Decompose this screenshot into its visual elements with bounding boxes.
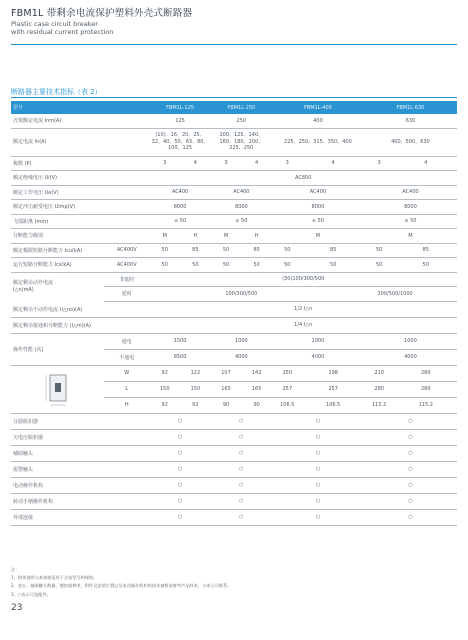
- cell: 1000: [272, 333, 364, 349]
- cell: 8000: [149, 200, 210, 215]
- table-row: [11, 413, 457, 429]
- cell: ○: [149, 509, 210, 525]
- cell: 8000: [272, 200, 364, 215]
- cell: 50: [241, 258, 272, 273]
- cell: ○: [272, 461, 364, 477]
- table-row: [11, 171, 457, 186]
- table-row: [11, 214, 457, 229]
- dimension-cell: [11, 365, 104, 413]
- cell: 280: [394, 365, 457, 381]
- cell: ○: [149, 445, 210, 461]
- row-label: 额定极限短路分断能力 Icu(kA): [11, 243, 104, 258]
- cell: 8000: [211, 200, 272, 215]
- cell: 150: [149, 381, 180, 397]
- cell: ○: [364, 461, 457, 477]
- cell: 50: [180, 258, 211, 273]
- table-row: [11, 301, 457, 317]
- cell: 106.5: [272, 397, 303, 413]
- row-label: 分励脱扣器: [11, 413, 149, 429]
- cell: 50: [149, 243, 180, 258]
- cell: ○: [364, 413, 457, 429]
- table-row: [11, 200, 457, 215]
- cell: ○: [149, 429, 210, 445]
- cell: ○: [211, 477, 272, 493]
- cell: 50: [211, 258, 242, 273]
- row-label: 欠电压脱扣器: [11, 429, 149, 445]
- row-label: 额定冲击耐受电压 Uimp(V): [11, 200, 149, 215]
- table-row: [11, 477, 457, 493]
- table-row: [11, 185, 457, 200]
- cell: 300/500/1000: [333, 287, 457, 302]
- cell: 3: [211, 156, 242, 171]
- cell: ○: [272, 509, 364, 525]
- cell: 198: [303, 365, 364, 381]
- cell: ○: [272, 413, 364, 429]
- cell: 4000: [211, 349, 272, 365]
- cell: AC400: [211, 185, 272, 200]
- cell: 165: [211, 381, 242, 397]
- cell: 90: [241, 397, 272, 413]
- row-subkey: L: [104, 381, 149, 397]
- row-subkey: W: [104, 365, 149, 381]
- cell: 400、500、630: [364, 128, 457, 156]
- cell: ○: [364, 429, 457, 445]
- footnotes: [11, 566, 231, 599]
- header-divider: [11, 44, 457, 45]
- cell: 90: [211, 397, 242, 413]
- cell: M: [211, 229, 242, 244]
- cell: ○: [211, 413, 272, 429]
- cell: 1500: [149, 333, 210, 349]
- cell: 4: [180, 156, 211, 171]
- cell: 92: [180, 397, 211, 413]
- cell: 400: [272, 114, 364, 128]
- cell: 50: [364, 243, 395, 258]
- row-subkey: 非延时: [104, 272, 149, 287]
- cell: 50: [272, 243, 303, 258]
- row-label: 转动手柄操作机构: [11, 493, 149, 509]
- cell: AC800: [149, 171, 457, 186]
- cell: 92: [149, 397, 180, 413]
- cell: ○: [149, 477, 210, 493]
- cell: 3: [149, 156, 180, 171]
- row-label: 额定剩余不动作电流 (I△no)(A): [11, 301, 149, 317]
- cell: ○: [211, 461, 272, 477]
- row-subkey: H: [104, 397, 149, 413]
- cell: AC400: [364, 185, 457, 200]
- cell: 122: [180, 365, 211, 381]
- cell: 3: [364, 156, 395, 171]
- row-subkey: 通电: [104, 333, 149, 349]
- cell: 50: [149, 258, 180, 273]
- product-subtitle-en-2: with residual current protection: [11, 28, 114, 36]
- table-row: [11, 445, 457, 461]
- breaker-dimension-drawing: [43, 369, 73, 409]
- page-number: 23: [11, 603, 23, 613]
- cell: 4: [394, 156, 457, 171]
- cell: 1000: [211, 333, 272, 349]
- cell: ○: [211, 509, 272, 525]
- note-item: 1、相邻说明与本规格适用于全部型号和规格。: [11, 575, 98, 581]
- page-header: [11, 8, 192, 36]
- head-250: FBM1L-250: [211, 101, 272, 114]
- table-row: [11, 272, 457, 287]
- cell: AC400: [149, 185, 210, 200]
- table-row: [11, 258, 457, 273]
- cell: 85: [394, 243, 457, 258]
- note-item: 2、表五、辅助触头数量、脱扣器种类、附件及安装位置以及电动操作机构的技术参数请参考产品样本，与本公司联系。: [11, 583, 232, 589]
- cell: 257: [303, 381, 364, 397]
- cell: ○: [211, 493, 272, 509]
- cell: ○: [272, 445, 364, 461]
- section-title: 断路器主要技术指标（表 2）: [11, 88, 102, 96]
- cell: 85: [180, 243, 211, 258]
- table-row: [11, 493, 457, 509]
- cell: 100/300/500: [149, 287, 333, 302]
- cell: M: [149, 229, 180, 244]
- cell: 50: [303, 258, 364, 273]
- cell: ○: [211, 445, 272, 461]
- table-row: [11, 229, 457, 244]
- table-row: [11, 333, 457, 349]
- cell: 1/2 I△n: [149, 301, 457, 317]
- row-label: 额定电流 In(A): [11, 128, 149, 156]
- cell: ○: [364, 445, 457, 461]
- head-125: FBM1L-125: [149, 101, 210, 114]
- cell: 92: [149, 365, 180, 381]
- product-subtitle-en-1: Plastic case circuit breaker: [11, 20, 98, 28]
- cell: 107: [211, 365, 242, 381]
- cell: 85: [303, 243, 364, 258]
- cell: 4000: [272, 349, 364, 365]
- cell: (10)、16、20、25、32、40、50、63、80、100、125: [149, 128, 210, 156]
- cell: AC400: [272, 185, 364, 200]
- cell: M: [364, 229, 457, 244]
- cell: 3: [272, 156, 303, 171]
- row-voltage: AC400V: [104, 243, 149, 258]
- row-label: 运行短路分断能力 Ics(kA): [11, 258, 104, 273]
- cell: ○: [364, 493, 457, 509]
- row-label: 分断能力级别: [11, 229, 149, 244]
- cell: 125: [149, 114, 210, 128]
- cell: 115.2: [364, 397, 395, 413]
- table-row: [11, 429, 457, 445]
- cell: M: [272, 229, 364, 244]
- cell: ○: [211, 429, 272, 445]
- cell: 50: [211, 243, 242, 258]
- row-label: [11, 272, 104, 301]
- head-400: FBM1L-400: [272, 101, 364, 114]
- row-label: 额定绝缘电压 Ui(V): [11, 171, 149, 186]
- row-label: 极数 (P): [11, 156, 149, 171]
- cell: 1000: [364, 333, 457, 349]
- cell: H: [180, 229, 211, 244]
- row-voltage: AC400V: [104, 258, 149, 273]
- cell: 106.5: [303, 397, 364, 413]
- cell: 150: [180, 381, 211, 397]
- head-630: FBM1L-630: [364, 101, 457, 114]
- table-row: [11, 365, 457, 381]
- cell: 630: [364, 114, 457, 128]
- cell: 4: [241, 156, 272, 171]
- table-row: [11, 509, 457, 525]
- cell: 8500: [149, 349, 210, 365]
- table-row: [11, 461, 457, 477]
- table-row: [11, 243, 457, 258]
- row-label: 操作性能 (次): [11, 333, 104, 365]
- row-label: 外部连接: [11, 509, 149, 525]
- row-label: 额定剩余接通和分断能力 (I△m)(A): [11, 317, 149, 333]
- cell: 50: [364, 258, 395, 273]
- cell: (30)100/300/500: [149, 272, 457, 287]
- cell: ○: [364, 477, 457, 493]
- table-row: [11, 128, 457, 156]
- cell: ○: [149, 461, 210, 477]
- row-label: 报警触头: [11, 461, 149, 477]
- note-item: 3、○表示可选配件。: [11, 591, 51, 597]
- cell: 1/4 I△n: [149, 317, 457, 333]
- cell: 50: [394, 258, 457, 273]
- table-row: [11, 317, 457, 333]
- cell: 50: [272, 258, 303, 273]
- spec-table: [11, 101, 457, 526]
- cell: 4000: [364, 349, 457, 365]
- cell: 115.2: [394, 397, 457, 413]
- breaker-outline-image: [43, 369, 73, 409]
- cell: 8000: [364, 200, 457, 215]
- row-label: 辅助触头: [11, 445, 149, 461]
- cell: ○: [149, 493, 210, 509]
- cell: 100、125、140、160、180、200、225、250: [211, 128, 272, 156]
- cell: 4: [303, 156, 364, 171]
- cell: ○: [149, 413, 210, 429]
- table-row: [11, 156, 457, 171]
- section-divider: [11, 97, 457, 98]
- cell: ≤ 50: [272, 214, 364, 229]
- row-subkey: 不通电: [104, 349, 149, 365]
- cell: 142: [241, 365, 272, 381]
- cell: 280: [394, 381, 457, 397]
- cell: ≤ 50: [149, 214, 210, 229]
- row-subkey: 延时: [104, 287, 149, 302]
- cell: ○: [272, 493, 364, 509]
- cell: 257: [272, 381, 303, 397]
- row-label-unit: I△n(mA): [13, 286, 34, 293]
- table-header-row: [11, 101, 457, 114]
- row-label-text: 额定剩余动作电流: [13, 279, 54, 286]
- cell: ○: [364, 509, 457, 525]
- row-label: 额定工作电压 Ue(V): [11, 185, 149, 200]
- cell: ○: [272, 429, 364, 445]
- cell: 210: [364, 365, 395, 381]
- table-row: [11, 114, 457, 128]
- note-heading: 注：: [11, 567, 20, 572]
- cell: 250: [211, 114, 272, 128]
- cell: 85: [241, 243, 272, 258]
- cell: ○: [272, 477, 364, 493]
- row-label: 壳架额定电流 Inm(A): [11, 114, 149, 128]
- cell: H: [241, 229, 272, 244]
- product-title: FBM1L 带剩余电流保护塑料外壳式断路器: [11, 8, 193, 19]
- cell: 165: [241, 381, 272, 397]
- head-model: 型号: [11, 101, 149, 114]
- cell: ≤ 50: [364, 214, 457, 229]
- row-label: 飞弧距离 (mm): [11, 214, 149, 229]
- cell: 225、250、315、350、400: [272, 128, 364, 156]
- row-label: 电动操作机构: [11, 477, 149, 493]
- cell: 280: [364, 381, 395, 397]
- cell: ≤ 50: [211, 214, 272, 229]
- cell: 150: [272, 365, 303, 381]
